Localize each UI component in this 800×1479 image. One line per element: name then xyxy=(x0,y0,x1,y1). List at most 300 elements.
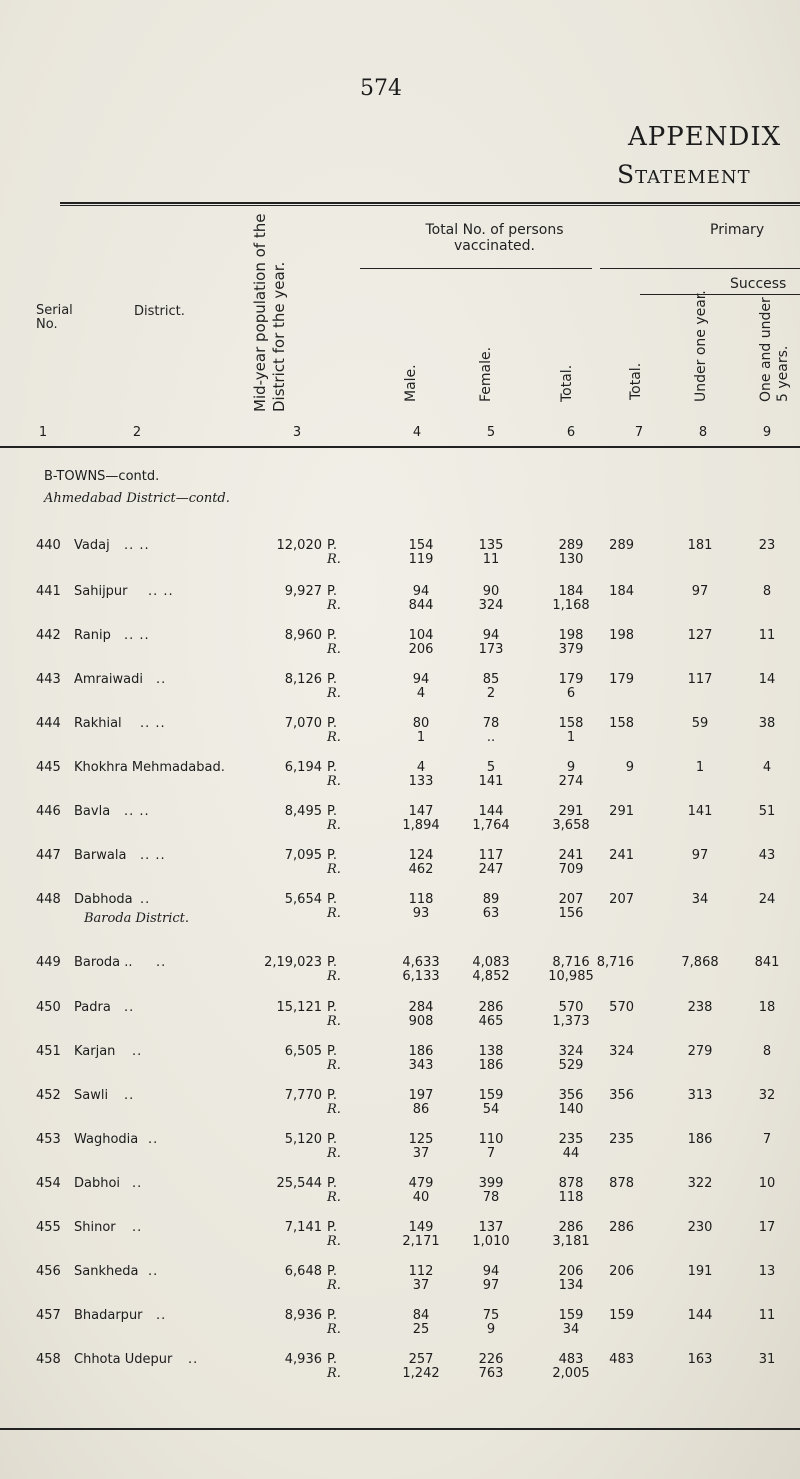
leader-dots: .. xyxy=(156,672,167,687)
female-p-cell: 117 xyxy=(478,848,504,863)
female-p-cell: 110 xyxy=(478,1132,504,1147)
primary-total-cell: 356 xyxy=(609,1088,634,1103)
district-cell: Waghodia xyxy=(74,1132,139,1147)
col-number-2: 2 xyxy=(132,425,142,440)
male-r-cell: 119 xyxy=(408,552,434,567)
total-p-cell: 289 xyxy=(558,538,584,553)
table-row xyxy=(0,1000,800,1040)
under-one-cell: 313 xyxy=(687,1088,713,1103)
leader-dots: .. xyxy=(148,1264,159,1279)
male-p-cell: 4,633 xyxy=(402,955,440,970)
section-ahmedabad xyxy=(44,491,230,506)
district-cell: Dabhoda xyxy=(74,892,133,907)
under-one-cell: 59 xyxy=(691,716,709,731)
p-marker: P. xyxy=(327,804,337,819)
population-cell: 7,770 xyxy=(284,1088,322,1103)
total-r-cell: 118 xyxy=(558,1190,584,1205)
table-row xyxy=(0,804,800,844)
female-r-cell: 247 xyxy=(478,862,504,877)
total-p-cell: 158 xyxy=(558,716,584,731)
under-one-cell: 117 xyxy=(687,672,713,687)
p-marker: P. xyxy=(327,1264,337,1279)
leader-dots: .. xyxy=(156,1308,167,1323)
total-r-cell: 3,658 xyxy=(552,818,590,833)
population-cell: 4,936 xyxy=(284,1352,322,1367)
female-p-cell: 137 xyxy=(478,1220,504,1235)
leader-dots: .. xyxy=(132,1220,143,1235)
leader-dots: .. xyxy=(148,1132,159,1147)
male-p-cell: 94 xyxy=(412,584,430,599)
leader-dots: .. xyxy=(156,955,167,970)
male-r-cell: 86 xyxy=(412,1102,430,1117)
serial-cell: 442 xyxy=(36,628,61,643)
leader-dots: .. xyxy=(124,1000,135,1015)
male-p-cell: 125 xyxy=(408,1132,434,1147)
r-marker: R. xyxy=(327,1014,341,1029)
total-r-cell: 529 xyxy=(558,1058,584,1073)
total-p-cell: 570 xyxy=(558,1000,584,1015)
col-number-8: 8 xyxy=(698,425,708,440)
district-cell: Chhota Udepur xyxy=(74,1352,173,1367)
r-marker: R. xyxy=(327,1146,341,1161)
total-r-cell: 44 xyxy=(562,1146,580,1161)
serial-cell: 451 xyxy=(36,1044,61,1059)
table-row xyxy=(0,955,800,995)
district-cell: Bavla xyxy=(74,804,111,819)
district-cell: Amraiwadi xyxy=(74,672,143,687)
col-number-6: 6 xyxy=(566,425,576,440)
col-female-header: Female. xyxy=(478,346,494,402)
r-marker: R. xyxy=(327,906,341,921)
page-number: 574 xyxy=(360,76,402,101)
female-r-cell: 141 xyxy=(478,774,504,789)
one-to-five-cell: 43 xyxy=(758,848,776,863)
total-p-cell: 206 xyxy=(558,1264,584,1279)
total-r-cell: 156 xyxy=(558,906,584,921)
one-to-five-cell: 4 xyxy=(762,760,772,775)
female-r-cell: 7 xyxy=(486,1146,496,1161)
col-one-to-five-header: One and under 5 years. xyxy=(758,297,791,402)
p-marker: P. xyxy=(327,1308,337,1323)
total-p-cell: 207 xyxy=(558,892,584,907)
under-one-cell: 279 xyxy=(687,1044,713,1059)
one-to-five-cell: 14 xyxy=(758,672,776,687)
female-r-cell: 97 xyxy=(482,1278,500,1293)
population-cell: 25,544 xyxy=(276,1176,322,1191)
total-r-cell: 134 xyxy=(558,1278,584,1293)
serial-cell: 444 xyxy=(36,716,61,731)
female-r-cell: 173 xyxy=(478,642,504,657)
population-cell: 6,648 xyxy=(284,1264,322,1279)
male-p-cell: 84 xyxy=(412,1308,430,1323)
female-r-cell: 1,010 xyxy=(472,1234,510,1249)
primary-total-cell: 207 xyxy=(609,892,634,907)
district-cell: Khokhra Mehmadabad. xyxy=(74,760,225,775)
total-r-cell: 2,005 xyxy=(552,1366,590,1381)
female-r-cell: 4,852 xyxy=(472,969,510,984)
under-one-cell: 1 xyxy=(695,760,705,775)
table-row xyxy=(0,1044,800,1084)
primary-total-cell: 198 xyxy=(609,628,634,643)
male-r-cell: 343 xyxy=(408,1058,434,1073)
female-r-cell: 763 xyxy=(478,1366,504,1381)
male-r-cell: 37 xyxy=(412,1146,430,1161)
district-cell: Sawli xyxy=(74,1088,109,1103)
under-one-cell: 322 xyxy=(687,1176,713,1191)
under-one-cell: 186 xyxy=(687,1132,713,1147)
r-marker: R. xyxy=(327,862,341,877)
p-marker: P. xyxy=(327,1352,337,1367)
col-total-header: Total. xyxy=(559,364,575,402)
male-r-cell: 844 xyxy=(408,598,434,613)
total-p-cell: 241 xyxy=(558,848,584,863)
p-marker: P. xyxy=(327,1132,337,1147)
r-marker: R. xyxy=(327,818,341,833)
leader-dots: .. .. xyxy=(140,716,166,731)
serial-cell: 453 xyxy=(36,1132,61,1147)
total-r-cell: 34 xyxy=(562,1322,580,1337)
serial-cell: 450 xyxy=(36,1000,61,1015)
col-district-header: District. xyxy=(134,304,185,319)
r-marker: R. xyxy=(327,730,341,745)
total-p-cell: 198 xyxy=(558,628,584,643)
male-r-cell: 40 xyxy=(412,1190,430,1205)
table-row xyxy=(0,1220,800,1260)
under-one-cell: 238 xyxy=(687,1000,713,1015)
district-cell: Ranip xyxy=(74,628,111,643)
district-cell: Sahijpur xyxy=(74,584,128,599)
male-r-cell: 6,133 xyxy=(402,969,440,984)
male-p-cell: 257 xyxy=(408,1352,434,1367)
col-total-group-header: Total No. of persons vaccinated. xyxy=(425,222,564,254)
primary-total-cell: 291 xyxy=(609,804,634,819)
under-one-cell: 191 xyxy=(687,1264,713,1279)
serial-cell: 445 xyxy=(36,760,61,775)
under-one-cell: 127 xyxy=(687,628,713,643)
district-cell: Padra xyxy=(74,1000,111,1015)
population-cell: 15,121 xyxy=(276,1000,322,1015)
total-p-cell: 184 xyxy=(558,584,584,599)
primary-total-cell: 158 xyxy=(609,716,634,731)
primary-total-cell: 184 xyxy=(609,584,634,599)
one-to-five-cell: 17 xyxy=(758,1220,776,1235)
r-marker: R. xyxy=(327,1322,341,1337)
table-bottom-rule xyxy=(0,1428,800,1430)
female-p-cell: 135 xyxy=(478,538,504,553)
under-one-cell: 97 xyxy=(691,848,709,863)
total-r-cell: 130 xyxy=(558,552,584,567)
total-r-cell: 274 xyxy=(558,774,584,789)
male-p-cell: 80 xyxy=(412,716,430,731)
female-p-cell: 144 xyxy=(478,804,504,819)
population-cell: 7,141 xyxy=(284,1220,322,1235)
table-row xyxy=(0,1132,800,1172)
primary-total-cell: 241 xyxy=(609,848,634,863)
total-p-cell: 8,716 xyxy=(552,955,590,970)
district-cell: Karjan xyxy=(74,1044,116,1059)
female-p-cell: 226 xyxy=(478,1352,504,1367)
female-r-cell: 54 xyxy=(482,1102,500,1117)
male-p-cell: 118 xyxy=(408,892,434,907)
female-r-cell: 465 xyxy=(478,1014,504,1029)
total-r-cell: 10,985 xyxy=(548,969,594,984)
under-one-cell: 163 xyxy=(687,1352,713,1367)
female-p-cell: 94 xyxy=(482,1264,500,1279)
table-row xyxy=(0,892,800,932)
serial-cell: 447 xyxy=(36,848,61,863)
p-marker: P. xyxy=(327,584,337,599)
leader-dots: .. .. xyxy=(140,848,166,863)
primary-total-cell: 483 xyxy=(609,1352,634,1367)
female-p-cell: 90 xyxy=(482,584,500,599)
female-r-cell: 1,764 xyxy=(472,818,510,833)
primary-total-cell: 878 xyxy=(609,1176,634,1191)
female-p-cell: 138 xyxy=(478,1044,504,1059)
under-one-cell: 141 xyxy=(687,804,713,819)
female-r-cell: 186 xyxy=(478,1058,504,1073)
total-p-cell: 179 xyxy=(558,672,584,687)
one-to-five-cell: 8 xyxy=(762,584,772,599)
female-p-cell: 399 xyxy=(478,1176,504,1191)
primary-total-cell: 159 xyxy=(609,1308,634,1323)
population-cell: 2,19,023 xyxy=(264,955,322,970)
serial-cell: 440 xyxy=(36,538,61,553)
male-r-cell: 93 xyxy=(412,906,430,921)
female-p-cell: 5 xyxy=(486,760,496,775)
female-p-cell: 75 xyxy=(482,1308,500,1323)
population-cell: 7,070 xyxy=(284,716,322,731)
col-serial-header: Serial No. xyxy=(36,303,73,332)
col-total7-header: Total. xyxy=(628,362,644,400)
leader-dots: .. xyxy=(188,1352,199,1367)
district-cell: Shinor xyxy=(74,1220,116,1235)
p-marker: P. xyxy=(327,1220,337,1235)
statement-heading: Statement xyxy=(617,160,751,189)
table-row xyxy=(0,848,800,888)
primary-total-cell: 570 xyxy=(609,1000,634,1015)
total-p-cell: 324 xyxy=(558,1044,584,1059)
r-marker: R. xyxy=(327,1058,341,1073)
district-cell: Barwala xyxy=(74,848,127,863)
population-cell: 6,505 xyxy=(284,1044,322,1059)
under-one-cell: 230 xyxy=(687,1220,713,1235)
male-p-cell: 147 xyxy=(408,804,434,819)
table-row xyxy=(0,760,800,800)
population-cell: 6,194 xyxy=(284,760,322,775)
primary-total-cell: 289 xyxy=(609,538,634,553)
male-p-cell: 186 xyxy=(408,1044,434,1059)
population-cell: 7,095 xyxy=(284,848,322,863)
male-p-cell: 154 xyxy=(408,538,434,553)
col-number-7: 7 xyxy=(634,425,644,440)
table-row xyxy=(0,1352,800,1392)
serial-cell: 458 xyxy=(36,1352,61,1367)
male-r-cell: 908 xyxy=(408,1014,434,1029)
population-cell: 8,495 xyxy=(284,804,322,819)
male-r-cell: 4 xyxy=(416,686,426,701)
female-r-cell: 9 xyxy=(486,1322,496,1337)
population-cell: 9,927 xyxy=(284,584,322,599)
total-r-cell: 6 xyxy=(566,686,576,701)
total-p-cell: 291 xyxy=(558,804,584,819)
female-p-cell: 159 xyxy=(478,1088,504,1103)
total-p-cell: 286 xyxy=(558,1220,584,1235)
table-row xyxy=(0,672,800,712)
male-r-cell: 25 xyxy=(412,1322,430,1337)
female-r-cell: 2 xyxy=(486,686,496,701)
col-success-header: Success xyxy=(730,276,787,292)
leader-dots: .. .. xyxy=(124,804,150,819)
one-to-five-cell: 18 xyxy=(758,1000,776,1015)
p-marker: P. xyxy=(327,538,337,553)
female-r-cell: .. xyxy=(486,730,496,745)
appendix-heading: APPENDIX xyxy=(628,122,782,152)
total-p-cell: 878 xyxy=(558,1176,584,1191)
col-under-one-header: Under one year. xyxy=(693,290,709,402)
primary-rule xyxy=(600,268,800,269)
p-marker: P. xyxy=(327,672,337,687)
primary-total-cell: 235 xyxy=(609,1132,634,1147)
under-one-cell: 181 xyxy=(687,538,713,553)
male-p-cell: 284 xyxy=(408,1000,434,1015)
male-r-cell: 206 xyxy=(408,642,434,657)
male-r-cell: 133 xyxy=(408,774,434,789)
p-marker: P. xyxy=(327,1044,337,1059)
table-row xyxy=(0,584,800,624)
r-marker: R. xyxy=(327,642,341,657)
r-marker: R. xyxy=(327,1102,341,1117)
total-p-cell: 483 xyxy=(558,1352,584,1367)
district-cell: Bhadarpur xyxy=(74,1308,143,1323)
one-to-five-cell: 24 xyxy=(758,892,776,907)
male-p-cell: 197 xyxy=(408,1088,434,1103)
serial-cell: 457 xyxy=(36,1308,61,1323)
under-one-cell: 97 xyxy=(691,584,709,599)
district-cell: Sankheda xyxy=(74,1264,139,1279)
population-cell: 5,654 xyxy=(284,892,322,907)
total-r-cell: 1 xyxy=(566,730,576,745)
female-r-cell: 78 xyxy=(482,1190,500,1205)
col-number-5: 5 xyxy=(486,425,496,440)
population-cell: 8,960 xyxy=(284,628,322,643)
total-r-cell: 1,373 xyxy=(552,1014,590,1029)
p-marker: P. xyxy=(327,848,337,863)
female-p-cell: 78 xyxy=(482,716,500,731)
serial-cell: 448 xyxy=(36,892,61,907)
total-p-cell: 9 xyxy=(566,760,576,775)
p-marker: P. xyxy=(327,760,337,775)
col-primary-header: Primary xyxy=(710,222,765,238)
male-r-cell: 1,894 xyxy=(402,818,440,833)
one-to-five-cell: 23 xyxy=(758,538,776,553)
p-marker: P. xyxy=(327,716,337,731)
serial-cell: 455 xyxy=(36,1220,61,1235)
male-p-cell: 4 xyxy=(416,760,426,775)
total-p-cell: 159 xyxy=(558,1308,584,1323)
r-marker: R. xyxy=(327,1190,341,1205)
col-number-9: 9 xyxy=(762,425,772,440)
primary-total-cell: 179 xyxy=(609,672,634,687)
header-bottom-rule xyxy=(0,446,800,448)
population-cell: 8,936 xyxy=(284,1308,322,1323)
total-p-cell: 356 xyxy=(558,1088,584,1103)
under-one-cell: 34 xyxy=(691,892,709,907)
one-to-five-cell: 38 xyxy=(758,716,776,731)
p-marker: P. xyxy=(327,955,337,970)
table-row xyxy=(0,1088,800,1128)
leader-dots: .. xyxy=(132,1044,143,1059)
female-p-cell: 89 xyxy=(482,892,500,907)
r-marker: R. xyxy=(327,1234,341,1249)
male-r-cell: 462 xyxy=(408,862,434,877)
female-p-cell: 286 xyxy=(478,1000,504,1015)
population-cell: 8,126 xyxy=(284,672,322,687)
male-r-cell: 2,171 xyxy=(402,1234,440,1249)
p-marker: P. xyxy=(327,1000,337,1015)
male-p-cell: 104 xyxy=(408,628,434,643)
one-to-five-cell: 13 xyxy=(758,1264,776,1279)
female-r-cell: 11 xyxy=(482,552,500,567)
table-top-rule-2 xyxy=(60,205,800,206)
section-ahmedabad-label: Ahmedabad District—contd. xyxy=(44,491,230,506)
r-marker: R. xyxy=(327,686,341,701)
serial-cell: 441 xyxy=(36,584,61,599)
section-towns: B-TOWNS—contd. xyxy=(44,469,160,484)
male-p-cell: 479 xyxy=(408,1176,434,1191)
section-baroda-label: Baroda District. xyxy=(84,911,190,926)
table-row xyxy=(0,716,800,756)
p-marker: P. xyxy=(327,1088,337,1103)
female-p-cell: 4,083 xyxy=(472,955,510,970)
male-p-cell: 124 xyxy=(408,848,434,863)
leader-dots: .. xyxy=(132,1176,143,1191)
male-r-cell: 1,242 xyxy=(402,1366,440,1381)
male-r-cell: 37 xyxy=(412,1278,430,1293)
leader-dots: .. .. xyxy=(124,538,150,553)
one-to-five-cell: 11 xyxy=(758,628,776,643)
primary-total-cell: 8,716 xyxy=(596,955,634,970)
table-top-rule xyxy=(60,202,800,204)
one-to-five-cell: 10 xyxy=(758,1176,776,1191)
r-marker: R. xyxy=(327,969,341,984)
under-one-cell: 144 xyxy=(687,1308,713,1323)
total-r-cell: 140 xyxy=(558,1102,584,1117)
district-cell: Rakhial xyxy=(74,716,122,731)
col-number-1: 1 xyxy=(38,425,48,440)
table-row xyxy=(0,1264,800,1304)
one-to-five-cell: 8 xyxy=(762,1044,772,1059)
leader-dots: .. .. xyxy=(148,584,174,599)
female-p-cell: 94 xyxy=(482,628,500,643)
population-cell: 12,020 xyxy=(276,538,322,553)
serial-cell: 454 xyxy=(36,1176,61,1191)
total-p-cell: 235 xyxy=(558,1132,584,1147)
male-p-cell: 149 xyxy=(408,1220,434,1235)
p-marker: P. xyxy=(327,628,337,643)
r-marker: R. xyxy=(327,1278,341,1293)
leader-dots: .. .. xyxy=(124,628,150,643)
table-row xyxy=(0,1176,800,1216)
one-to-five-cell: 31 xyxy=(758,1352,776,1367)
district-cell: Dabhoi xyxy=(74,1176,121,1191)
r-marker: R. xyxy=(327,1366,341,1381)
primary-total-cell: 206 xyxy=(609,1264,634,1279)
col-number-4: 4 xyxy=(412,425,422,440)
col-male-header: Male. xyxy=(403,364,419,402)
table-row xyxy=(0,538,800,578)
primary-total-cell: 9 xyxy=(625,760,634,775)
under-one-cell: 7,868 xyxy=(681,955,719,970)
